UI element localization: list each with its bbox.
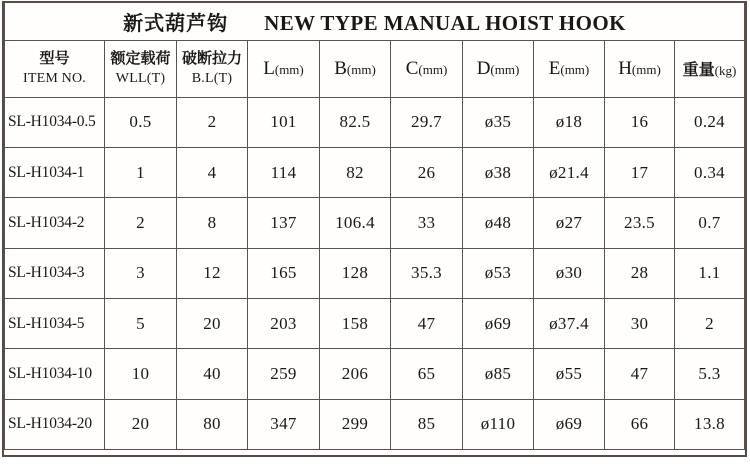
col-header-item-no [5,40,105,97]
cell-weight: 5.3 [675,349,745,399]
cell-d: ø35 [463,97,534,147]
header-row [5,40,745,97]
hoist-hook-spec-table [4,3,745,450]
cell-item-no: SL-H1034-2 [5,198,105,248]
col-header-b-unit: (mm) [346,61,376,77]
cell-c: 65 [391,349,463,399]
cell-d: ø85 [463,349,534,399]
cell-item-no: SL-H1034-3 [5,248,105,298]
cell-b: 106.4 [320,198,391,248]
cell-l: 259 [248,349,320,399]
cell-b: 158 [320,298,391,348]
cell-e: ø27 [534,198,605,248]
col-header-l [248,40,320,97]
cell-h: 30 [605,298,675,348]
cell-weight: 13.8 [675,399,745,449]
cell-c: 85 [391,399,463,449]
col-header-h-letter: H [618,57,632,79]
cell-weight: 0.24 [675,97,745,147]
cell-wll: 2 [105,198,177,248]
cell-h: 66 [605,399,675,449]
col-header-wll [105,40,177,97]
col-header-bl-en: B.L(T) [191,71,233,86]
table-row [5,349,745,399]
cell-wll: 1 [105,147,177,197]
cell-wll: 3 [105,248,177,298]
cell-l: 203 [248,298,320,348]
cell-bl: 4 [177,147,248,197]
col-header-d-unit: (mm) [490,61,520,77]
cell-e: ø55 [534,349,605,399]
cell-l: 137 [248,198,320,248]
col-header-h [605,40,675,97]
col-header-c [391,40,463,97]
cell-c: 29.7 [391,97,463,147]
cell-bl: 20 [177,298,248,348]
title-row [5,3,745,40]
cell-l: 101 [248,97,320,147]
col-header-h-unit: (mm) [631,61,661,77]
table-row [5,147,745,197]
table-row [5,298,745,348]
col-header-c-unit: (mm) [418,61,448,77]
cell-c: 33 [391,198,463,248]
cell-wll: 5 [105,298,177,348]
cell-l: 347 [248,399,320,449]
cell-e: ø69 [534,399,605,449]
cell-wll: 0.5 [105,97,177,147]
cell-h: 23.5 [605,198,675,248]
cell-d: ø48 [463,198,534,248]
cell-bl: 40 [177,349,248,399]
table-row [5,248,745,298]
cell-d: ø53 [463,248,534,298]
cell-e: ø21.4 [534,147,605,197]
title-english: NEW TYPE MANUAL HOIST HOOK [264,10,626,35]
cell-item-no: SL-H1034-0.5 [5,97,105,147]
col-header-b-letter: B [334,57,347,79]
table-row [5,198,745,248]
cell-bl: 2 [177,97,248,147]
cell-e: ø37.4 [534,298,605,348]
cell-weight: 0.7 [675,198,745,248]
cell-c: 47 [391,298,463,348]
col-header-weight-unit: (kg) [714,63,737,78]
cell-d: ø110 [463,399,534,449]
cell-weight: 0.34 [675,147,745,197]
cell-d: ø38 [463,147,534,197]
cell-e: ø18 [534,97,605,147]
col-header-item-no-zh: 型号 [39,50,70,67]
cell-l: 165 [248,248,320,298]
cell-weight: 1.1 [675,248,745,298]
cell-c: 35.3 [391,248,463,298]
cell-wll: 20 [105,399,177,449]
col-header-l-letter: L [263,57,275,79]
cell-h: 17 [605,147,675,197]
cell-item-no: SL-H1034-5 [5,298,105,348]
col-header-e [534,40,605,97]
cell-b: 82.5 [320,97,391,147]
cell-wll: 10 [105,349,177,399]
col-header-weight-zh: 重量 [682,62,715,79]
title-chinese: 新式葫芦钩 [123,12,229,35]
cell-bl: 12 [177,248,248,298]
col-header-l-unit: (mm) [274,61,304,77]
cell-bl: 8 [177,198,248,248]
spec-table-frame [2,1,747,457]
cell-item-no: SL-H1034-20 [5,399,105,449]
cell-c: 26 [391,147,463,197]
cell-h: 28 [605,248,675,298]
table-title [5,3,745,40]
cell-b: 128 [320,248,391,298]
cell-bl: 80 [177,399,248,449]
cell-h: 47 [605,349,675,399]
cell-weight: 2 [675,298,745,348]
col-header-bl [177,40,248,97]
col-header-e-unit: (mm) [560,61,590,77]
cell-d: ø69 [463,298,534,348]
col-header-e-letter: E [548,57,561,79]
cell-item-no: SL-H1034-1 [5,147,105,197]
col-header-d [463,40,534,97]
cell-b: 299 [320,399,391,449]
col-header-d-letter: D [476,57,491,79]
col-header-b [320,40,391,97]
cell-e: ø30 [534,248,605,298]
col-header-wll-en: WLL(T) [115,71,166,86]
table-row [5,97,745,147]
table-row [5,399,745,449]
col-header-weight [675,40,745,97]
cell-h: 16 [605,97,675,147]
cell-b: 82 [320,147,391,197]
cell-b: 206 [320,349,391,399]
col-header-bl-zh: 破断拉力 [181,50,242,67]
col-header-c-letter: C [405,57,419,79]
cell-item-no: SL-H1034-10 [5,349,105,399]
col-header-wll-zh: 额定载荷 [110,50,171,67]
cell-l: 114 [248,147,320,197]
col-header-item-no-en: ITEM NO. [22,71,87,86]
